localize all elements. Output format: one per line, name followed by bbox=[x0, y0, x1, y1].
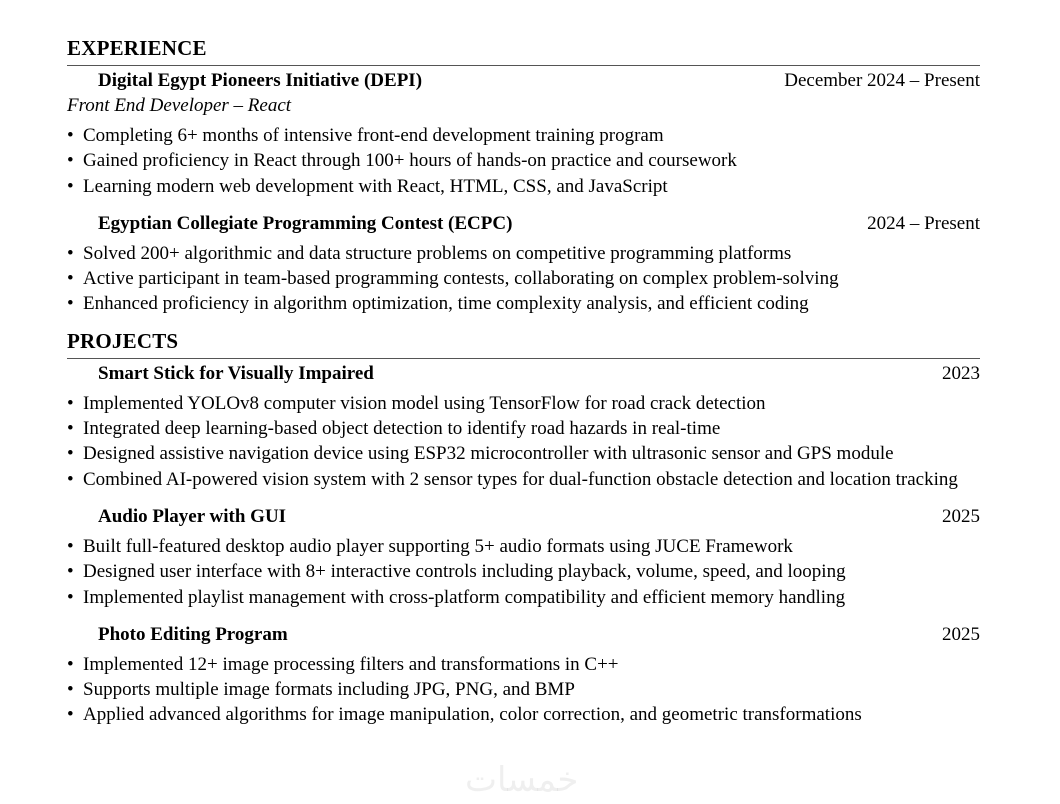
bullet-item bbox=[67, 702, 980, 727]
bullet-text: Solved 200+ algorithmic and data structure problems on competitive programming platforms bbox=[83, 242, 792, 264]
bullet-text: Gained proficiency in React through 100+ hours of hands-on practice and coursework bbox=[83, 150, 737, 172]
bullet-item bbox=[67, 467, 980, 492]
section-title-projects: PROJECTS bbox=[67, 328, 179, 353]
bullet-item bbox=[67, 123, 980, 148]
bullet-text: Implemented YOLOv8 computer vision model using TensorFlow for road crack detection bbox=[83, 392, 766, 414]
resume-page bbox=[67, 34, 980, 728]
entry-organization: Digital Egypt Pioneers Initiative (DEPI) bbox=[98, 70, 423, 91]
entry-header bbox=[67, 623, 980, 647]
bullet-item bbox=[67, 585, 980, 610]
bullet-text: Built full-featured desktop audio player supporting 5+ audio formats using JUCE Framework bbox=[83, 535, 793, 557]
bullet-text: Applied advanced algorithms for image manipulation, color correction, and geometric transformations bbox=[83, 704, 862, 726]
bullet-text: Integrated deep learning-based object detection to identify road hazards in real-time bbox=[83, 418, 721, 440]
entry-header bbox=[67, 212, 980, 236]
entry-date: 2025 bbox=[942, 623, 980, 645]
bullet-text: Designed user interface with 8+ interactive controls including playback, volume, speed, and looping bbox=[83, 561, 846, 583]
projects-section bbox=[67, 327, 980, 728]
entry-header bbox=[67, 505, 980, 529]
entry-header bbox=[67, 69, 980, 93]
bullet-list bbox=[67, 241, 980, 317]
bullet-icon: • bbox=[67, 125, 74, 146]
bullet-item bbox=[67, 391, 980, 416]
entry-header bbox=[67, 362, 980, 386]
bullet-text: Combined AI-powered vision system with 2 sensor types for dual-function obstacle detection and location tracking bbox=[83, 468, 958, 490]
bullet-icon: • bbox=[67, 418, 74, 440]
bullet-list bbox=[67, 391, 980, 492]
entry-organization: Egyptian Collegiate Programming Contest (ECPC) bbox=[98, 212, 513, 234]
bullet-item bbox=[67, 174, 980, 199]
section-divider bbox=[67, 65, 980, 66]
bullet-item bbox=[67, 652, 980, 677]
watermark: خمسات bbox=[465, 760, 579, 800]
project-entry bbox=[67, 362, 980, 492]
bullet-text: Learning modern web development with React, HTML, CSS, and JavaScript bbox=[83, 175, 668, 197]
bullet-icon: • bbox=[67, 679, 74, 701]
bullet-icon: • bbox=[67, 242, 74, 264]
bullet-icon: • bbox=[67, 653, 74, 675]
bullet-item bbox=[67, 416, 980, 441]
project-name: Photo Editing Program bbox=[98, 623, 288, 645]
bullet-icon: • bbox=[67, 392, 74, 414]
bullet-list bbox=[67, 534, 980, 610]
bullet-item bbox=[67, 266, 980, 291]
bullet-item bbox=[67, 441, 980, 466]
bullet-text: Active participant in team-based programming contests, collaborating on complex problem-solving bbox=[83, 268, 839, 290]
bullet-list bbox=[67, 652, 980, 728]
bullet-text: Designed assistive navigation device using ESP32 microcontroller with ultrasonic sensor and GPS module bbox=[83, 443, 894, 465]
bullet-text: Implemented playlist management with cross-platform compatibility and efficient memory handling bbox=[83, 586, 846, 608]
bullet-icon: • bbox=[67, 293, 74, 315]
bullet-text: Supports multiple image formats including JPG, PNG, and BMP bbox=[83, 679, 575, 701]
bullet-icon: • bbox=[67, 268, 74, 290]
experience-entry bbox=[67, 69, 980, 199]
bullet-item bbox=[67, 677, 980, 702]
project-entry bbox=[67, 505, 980, 610]
bullet-icon: • bbox=[67, 535, 74, 557]
experience-section bbox=[67, 34, 980, 317]
bullet-item bbox=[67, 148, 980, 173]
bullet-icon: • bbox=[67, 561, 74, 583]
experience-entry bbox=[67, 212, 980, 317]
section-divider bbox=[67, 358, 980, 359]
section-title-experience: EXPERIENCE bbox=[67, 36, 207, 60]
entry-role: Front End Developer – React bbox=[67, 95, 292, 116]
bullet-item bbox=[67, 534, 980, 559]
bullet-text: Implemented 12+ image processing filters and transformations in C++ bbox=[83, 653, 619, 675]
entry-date: 2025 bbox=[942, 505, 980, 527]
bullet-text: Enhanced proficiency in algorithm optimization, time complexity analysis, and efficient coding bbox=[83, 293, 809, 315]
bullet-item bbox=[67, 241, 980, 266]
bullet-icon: • bbox=[67, 468, 74, 490]
bullet-icon: • bbox=[67, 175, 74, 197]
entry-date: 2024 – Present bbox=[867, 212, 980, 234]
bullet-text: Completing 6+ months of intensive front-end development training program bbox=[83, 125, 664, 146]
entry-date: December 2024 – Present bbox=[784, 70, 980, 91]
bullet-icon: • bbox=[67, 704, 74, 726]
bullet-item bbox=[67, 291, 980, 316]
bullet-icon: • bbox=[67, 150, 74, 172]
project-name: Audio Player with GUI bbox=[98, 505, 287, 527]
project-entry bbox=[67, 623, 980, 728]
bullet-item bbox=[67, 559, 980, 584]
bullet-icon: • bbox=[67, 586, 74, 608]
entry-date: 2023 bbox=[942, 362, 980, 384]
project-name: Smart Stick for Visually Impaired bbox=[98, 362, 374, 384]
bullet-icon: • bbox=[67, 443, 74, 465]
bullet-list bbox=[67, 123, 980, 199]
